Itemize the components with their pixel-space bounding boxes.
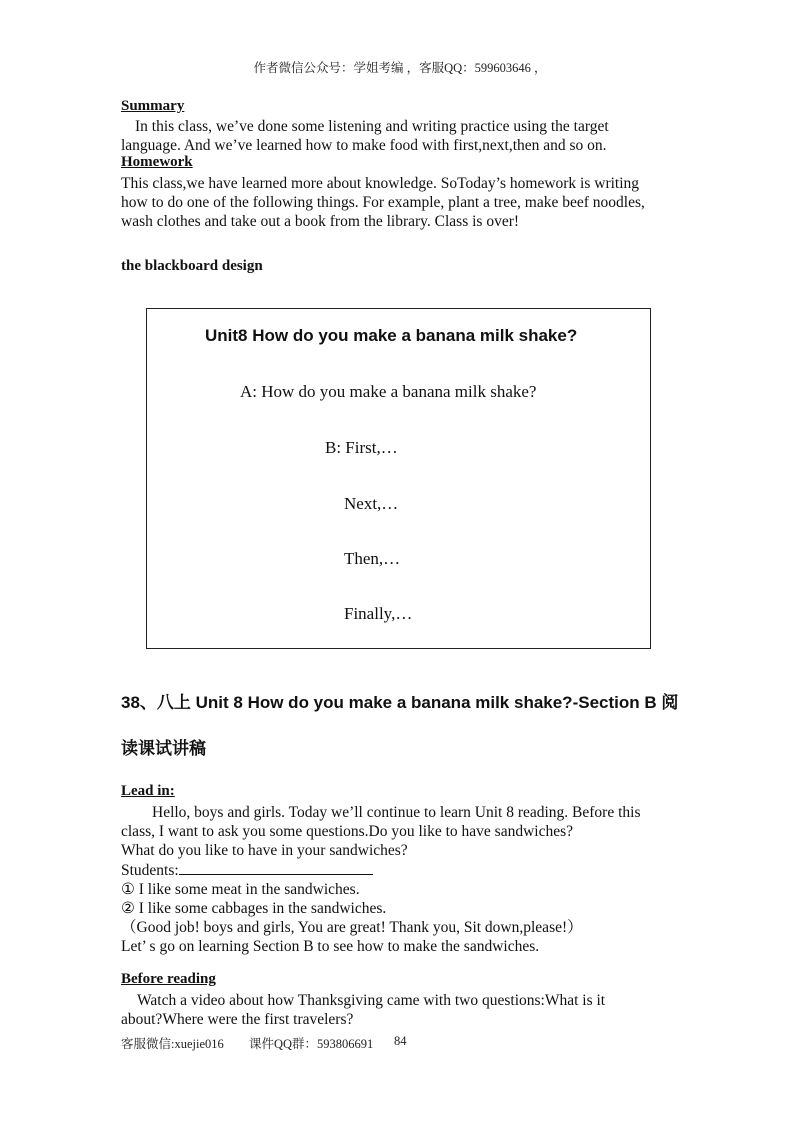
lead-in-heading: Lead in: — [121, 783, 175, 799]
blackboard-question: A: How do you make a banana milk shake? — [240, 382, 537, 401]
answer-blank — [179, 860, 373, 875]
blackboard-label: the blackboard design — [121, 258, 263, 274]
lets-go-line: Let’ s go on learning Section B to see how to make the sandwiches. — [121, 938, 540, 955]
footer-page-number: 84 — [394, 1034, 407, 1048]
summary-line-1: In this class, we’ve done some listening and writing practice using the target — [135, 118, 609, 135]
answer-1: ① I like some meat in the sandwiches. — [121, 881, 360, 898]
lead-in-line-2: class, I want to ask you some questions.Do you like to have sandwiches? — [121, 823, 573, 840]
students-line — [121, 860, 681, 880]
blackboard-finally: Finally,… — [344, 604, 413, 623]
homework-heading: Homework — [121, 154, 193, 170]
homework-line-1: This class,we have learned more about knowledge. SoToday’s homework is writing — [121, 175, 640, 192]
answer-2: ② I like some cabbages in the sandwiches. — [121, 900, 387, 917]
summary-text — [121, 117, 681, 155]
lead-in-text — [121, 803, 681, 956]
summary-heading: Summary — [121, 98, 185, 114]
praise-line: （Good job! boys and girls, You are great! Thank you, Sit down,please!） — [121, 919, 583, 936]
blackboard-next: Next,… — [344, 494, 399, 513]
summary-line-2: language. And we’ve learned how to make food with first,next,then and so on. — [121, 137, 607, 154]
before-reading-text — [121, 991, 681, 1029]
blackboard-then: Then,… — [344, 549, 401, 568]
section-title-line-1: 38、八上 Unit 8 How do you make a banana milk shake?-Section B 阅 — [121, 693, 679, 712]
homework-line-2: how to do one of the following things. For example, plant a tree, make beef noodles, — [121, 194, 645, 211]
before-reading-line-2: about?Where were the first travelers? — [121, 1011, 354, 1028]
blackboard-first: B: First,… — [325, 438, 398, 457]
lead-in-line-3: What do you like to have in your sandwiches? — [121, 842, 408, 859]
footer-wechat: 客服微信:xuejie016 — [121, 1037, 224, 1051]
homework-text — [121, 174, 681, 231]
homework-line-3: wash clothes and take out a book from the library. Class is over! — [121, 213, 520, 230]
blackboard-title: Unit8 How do you make a banana milk shake? — [205, 326, 578, 345]
footer-qq-group: 课件QQ群：593806691 — [249, 1037, 374, 1051]
before-reading-line-1: Watch a video about how Thanksgiving came with two questions:What is it — [137, 992, 606, 1009]
students-label: Students: — [121, 862, 179, 879]
lead-in-line-1: Hello, boys and girls. Today we’ll continue to learn Unit 8 reading. Before this — [152, 804, 641, 821]
blackboard-box — [146, 308, 651, 649]
section-title-line-2: 读课试讲稿 — [121, 739, 206, 758]
before-reading-heading: Before reading — [121, 971, 216, 987]
page-header: 作者微信公众号：学姐考编 ，客服QQ：599603646 ， — [253, 61, 547, 75]
